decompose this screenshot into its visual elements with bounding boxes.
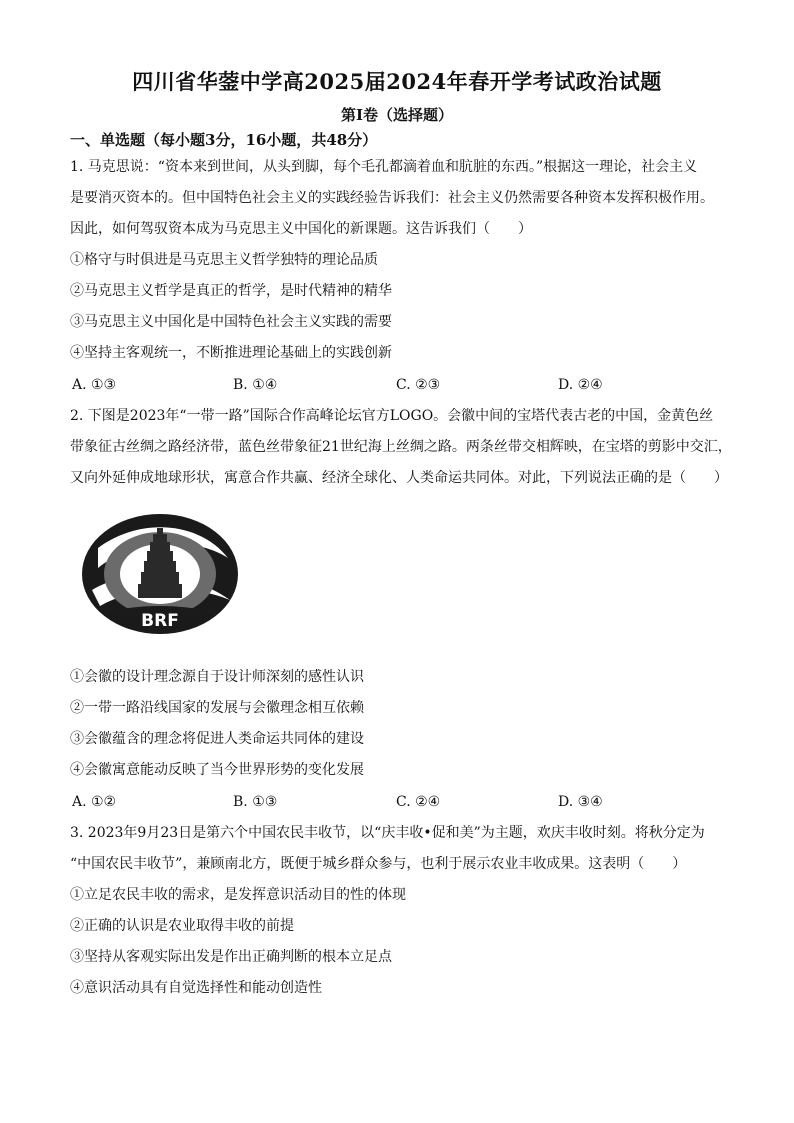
q2-stem-line: 带象征古丝绸之路经济带，蓝色丝带象征21世纪海上丝绸之路。两条丝带交相辉映，在宝塔的剪影中交汇， xyxy=(70,439,732,455)
q2-option-b: B. ①③ xyxy=(233,794,278,810)
q3-statement: ③坚持从客观实际出发是作出正确判断的根本立足点 xyxy=(70,949,392,965)
q2-statement: ②一带一路沿线国家的发展与会徽理念相互依赖 xyxy=(70,700,364,716)
q1-statement: ④坚持主客观统一，不断推进理论基础上的实践创新 xyxy=(70,345,392,361)
q2-statement: ③会徽蕴含的理念将促进人类命运共同体的建设 xyxy=(70,731,364,747)
q1-option-b: B. ①④ xyxy=(233,377,278,393)
q1-statement: ①格守与时俱进是马克思主义哲学独特的理论品质 xyxy=(70,252,378,268)
q3-stem-line: 3. 2023年9月23日是第六个中国农民丰收节，以“庆丰收•促和美”为主题，欢庆丰收时刻。将秋分定为 xyxy=(70,825,705,841)
section-heading: 一、单选题（每小题3分，16小题，共48分） xyxy=(70,131,378,149)
q1-stem-line: 是要消灭资本的。但中国特色社会主义的实践经验告诉我们：社会主义仍然需要各种资本发挥积极作用。 xyxy=(70,190,714,206)
q3-stem-line: “中国农民丰收节”，兼顾南北方，既便于城乡群众参与，也利于展示农业丰收成果。这表明（ ） xyxy=(70,856,687,872)
q1-option-d: D. ②④ xyxy=(558,377,603,393)
q1-stem-line: 因此，如何驾驭资本成为马克思主义中国化的新课题。这告诉我们（ ） xyxy=(70,221,532,237)
q2-statement: ①会徽的设计理念源自于设计师深刻的感性认识 xyxy=(70,669,364,685)
q2-option-c: C. ②④ xyxy=(396,794,441,810)
q2-stem-line: 2. 下图是2023年“一带一路”国际合作高峰论坛官方LOGO。会徽中间的宝塔代表古老的中国，金黄色丝 xyxy=(70,408,714,424)
q1-stem-line: 1. 马克思说：“资本来到世间，从头到脚，每个毛孔都滴着血和肮脏的东西。”根据这一理论，社会主义 xyxy=(70,159,698,175)
q3-statement: ②正确的认识是农业取得丰收的前提 xyxy=(70,918,294,934)
q2-option-d: D. ③④ xyxy=(558,794,603,810)
q1-statement: ③马克思主义中国化是中国特色社会主义实践的需要 xyxy=(70,314,392,330)
q2-stem-line: 又向外延伸成地球形状，寓意合作共赢、经济全球化、人类命运共同体。对此，下列说法正确的是（ ） xyxy=(70,470,728,486)
q3-statement: ①立足农民丰收的需求，是发挥意识活动目的性的体现 xyxy=(70,887,406,903)
logo-text: BRF xyxy=(141,611,179,631)
q1-option-a: A. ①③ xyxy=(72,377,117,393)
brf-logo xyxy=(78,508,242,642)
volume-title: 第Ⅰ卷（选择题） xyxy=(340,106,454,124)
q2-statement: ④会徽寓意能动反映了当今世界形势的变化发展 xyxy=(70,762,364,778)
exam-title: 四川省华蓥中学高2025届2024年春开学考试政治试题 xyxy=(132,69,662,94)
q1-option-c: C. ②③ xyxy=(396,377,441,393)
q3-statement: ④意识活动具有自觉选择性和能动创造性 xyxy=(70,980,322,996)
q2-option-a: A. ①② xyxy=(72,794,117,810)
q1-statement: ②马克思主义哲学是真正的哲学，是时代精神的精华 xyxy=(70,283,392,299)
